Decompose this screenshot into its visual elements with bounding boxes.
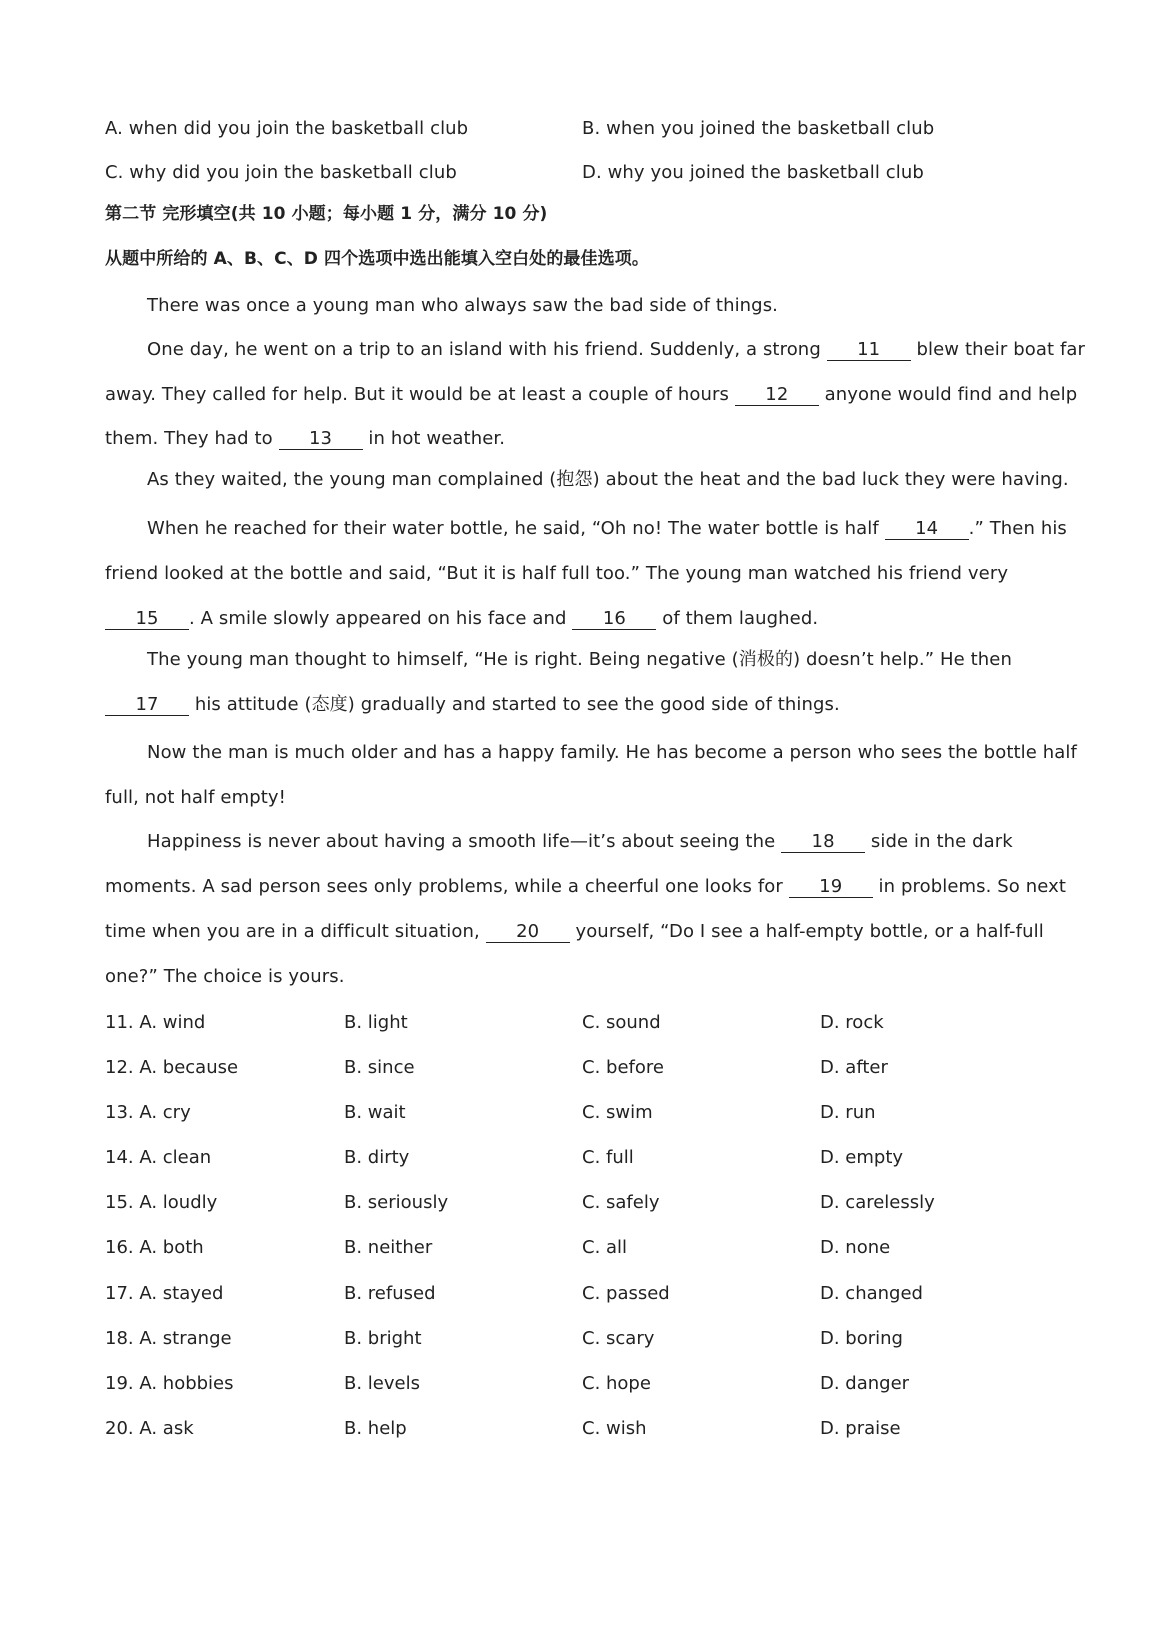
text-run: time when you are in a difficult situation, <box>105 921 486 942</box>
blank-12: 12 <box>735 385 819 406</box>
option-b: B. since <box>344 1057 415 1078</box>
passage-line <box>105 876 1066 898</box>
option-b: B. help <box>344 1418 407 1439</box>
passage-line <box>105 921 1044 943</box>
option-d: D. rock <box>820 1012 884 1033</box>
option-b: B. levels <box>344 1373 420 1394</box>
option-d: D. danger <box>820 1373 910 1394</box>
question-row <box>0 1057 1158 1081</box>
question-row <box>0 1373 1158 1397</box>
passage-line <box>147 339 1085 361</box>
text-run: moments. A sad person sees only problems, while a cheerful one looks for <box>105 876 789 897</box>
text-run: One day, he went on a trip to an island with his friend. Suddenly, a strong <box>147 339 827 360</box>
option-a: 14. A. clean <box>105 1147 212 1168</box>
section-title: 第二节 完形填空(共 10 小题；每小题 1 分，满分 10 分) <box>105 204 548 224</box>
blank-15: 15 <box>105 609 189 630</box>
option-b: B. dirty <box>344 1147 410 1168</box>
text-run: side in the dark <box>865 831 1013 852</box>
question-row <box>0 1102 1158 1126</box>
option-a: 13. A. cry <box>105 1102 191 1123</box>
passage-line: one?” The choice is yours. <box>105 966 345 987</box>
passage-line <box>147 518 1067 540</box>
passage-line <box>105 428 505 450</box>
option-c: C. wish <box>582 1418 647 1439</box>
text-run: When he reached for their water bottle, he said, “Oh no! The water bottle is half <box>147 518 885 539</box>
text-run: them. They had to <box>105 428 279 449</box>
option-d: D. empty <box>820 1147 904 1168</box>
question-row <box>0 1192 1158 1216</box>
passage-line <box>105 694 840 716</box>
text-run: anyone would find and help <box>818 384 1078 405</box>
question-row <box>0 1418 1158 1442</box>
option-a: 11. A. wind <box>105 1012 206 1033</box>
option-c: C. scary <box>582 1328 655 1349</box>
blank-20: 20 <box>486 922 570 943</box>
blank-13: 13 <box>279 429 363 450</box>
option-a: 15. A. loudly <box>105 1192 218 1213</box>
blank-19: 19 <box>789 877 873 898</box>
option-a: 18. A. strange <box>105 1328 232 1349</box>
prev-option-a: A. when did you join the basketball club <box>105 118 469 139</box>
blank-18: 18 <box>781 832 865 853</box>
question-row <box>0 1012 1158 1036</box>
blank-14: 14 <box>885 519 969 540</box>
text-run: blew their boat far <box>910 339 1086 360</box>
option-c: C. all <box>582 1237 628 1258</box>
text-run: yourself, “Do I see a half-empty bottle, or a half-full <box>569 921 1044 942</box>
option-c: C. before <box>582 1057 664 1078</box>
blank-11: 11 <box>827 340 911 361</box>
text-run: of them laughed. <box>656 608 819 629</box>
option-c: C. sound <box>582 1012 661 1033</box>
text-run: away. They called for help. But it would be at least a couple of hours <box>105 384 735 405</box>
passage-line <box>147 831 1013 853</box>
passage-line: friend looked at the bottle and said, “But it is half full too.” The young man watched his friend very <box>105 563 1009 584</box>
option-c: C. safely <box>582 1192 660 1213</box>
question-row <box>0 1283 1158 1307</box>
question-row <box>0 1328 1158 1352</box>
passage-line: As they waited, the young man complained (抱怨) about the heat and the bad luck they were having. <box>147 469 1069 490</box>
prev-option-c: C. why did you join the basketball club <box>105 162 457 183</box>
option-d: D. run <box>820 1102 876 1123</box>
option-a: 20. A. ask <box>105 1418 194 1439</box>
prev-option-b: B. when you joined the basketball club <box>582 118 935 139</box>
option-d: D. changed <box>820 1283 923 1304</box>
option-d: D. carelessly <box>820 1192 935 1213</box>
text-run: .” Then his <box>968 518 1067 539</box>
blank-16: 16 <box>572 609 656 630</box>
question-row <box>0 1237 1158 1261</box>
option-a: 19. A. hobbies <box>105 1373 234 1394</box>
option-b: B. refused <box>344 1283 436 1304</box>
option-c: C. passed <box>582 1283 670 1304</box>
passage-line: full, not half empty! <box>105 787 286 808</box>
option-a: 12. A. because <box>105 1057 239 1078</box>
option-b: B. neither <box>344 1237 433 1258</box>
question-row <box>0 1147 1158 1171</box>
option-b: B. seriously <box>344 1192 449 1213</box>
passage-line: There was once a young man who always saw the bad side of things. <box>147 295 779 316</box>
passage-line: Now the man is much older and has a happy family. He has become a person who sees the bottle half <box>147 742 1077 763</box>
option-c: C. swim <box>582 1102 653 1123</box>
option-d: D. boring <box>820 1328 903 1349</box>
passage-line <box>105 384 1077 406</box>
blank-17: 17 <box>105 695 189 716</box>
option-b: B. bright <box>344 1328 422 1349</box>
option-b: B. wait <box>344 1102 406 1123</box>
option-d: D. none <box>820 1237 891 1258</box>
text-run: Happiness is never about having a smooth life—it’s about seeing the <box>147 831 782 852</box>
option-b: B. light <box>344 1012 408 1033</box>
section-instruction: 从题中所给的 A、B、C、D 四个选项中选出能填入空白处的最佳选项。 <box>105 249 649 269</box>
prev-option-d: D. why you joined the basketball club <box>582 162 924 183</box>
text-run: . A smile slowly appeared on his face and <box>189 608 573 629</box>
option-d: D. after <box>820 1057 888 1078</box>
option-c: C. hope <box>582 1373 651 1394</box>
text-run: in hot weather. <box>362 428 506 449</box>
option-d: D. praise <box>820 1418 901 1439</box>
passage-line: The young man thought to himself, “He is right. Being negative (消极的) doesn’t help.” He then <box>147 649 1012 670</box>
text-run: in problems. So next <box>872 876 1067 897</box>
option-a: 17. A. stayed <box>105 1283 224 1304</box>
option-a: 16. A. both <box>105 1237 204 1258</box>
text-run: his attitude (态度) gradually and started to see the good side of things. <box>189 694 840 715</box>
option-c: C. full <box>582 1147 634 1168</box>
passage-line <box>105 608 818 630</box>
